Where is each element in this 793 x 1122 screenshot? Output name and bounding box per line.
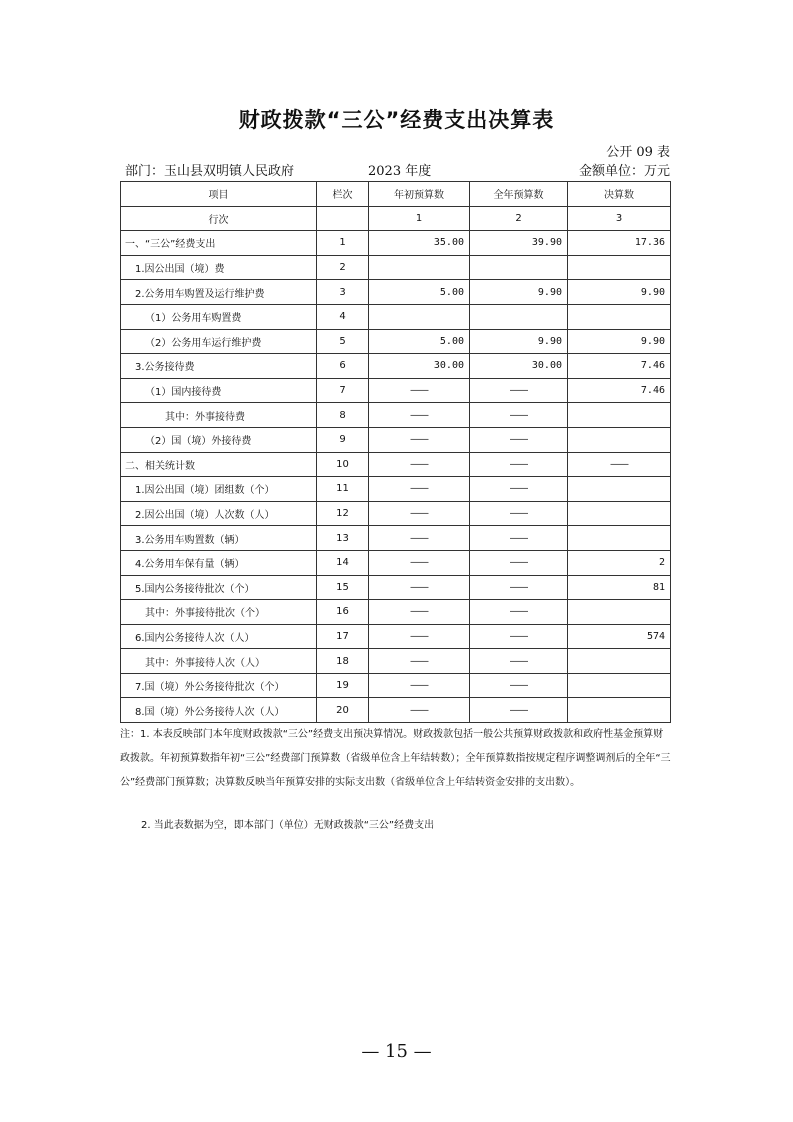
row-index-row [121, 206, 671, 231]
row-column-no: 20 [317, 698, 369, 723]
department-label: 部门：玉山县双明镇人民政府 [125, 164, 295, 179]
row-column-no: 10 [317, 452, 369, 477]
row-column-no: 14 [317, 550, 369, 575]
row-column-no: 9 [317, 427, 369, 452]
row-annual-budget: —— [470, 501, 568, 526]
row-final-account [568, 698, 671, 723]
row-initial-budget: —— [369, 378, 470, 403]
table-row [121, 624, 671, 649]
row-final-account [568, 526, 671, 551]
row-column-no: 8 [317, 403, 369, 428]
row-column-no: 3 [317, 280, 369, 305]
row-annual-budget [470, 255, 568, 280]
row-initial-budget: —— [369, 403, 470, 428]
table-note: 注：1. 本表反映部门本年度财政拨款“三公”经费支出预决算情况。财政拨款包括一般公共预算财政拨款和政府性基金预算财政拨款。年初预算数指年初“三公”经费部门预算数（省级单位含上年结转数）；全年预算数指按规定程序调整调剂后的全年“三公”经费部门预算数；决算数反映当年预算安排的实际支出数（省级单位含上年结转资金安排的支出数）。 [120, 729, 671, 788]
table-row [121, 354, 671, 379]
row-annual-budget: —— [470, 673, 568, 698]
row-annual-budget: —— [470, 477, 568, 502]
row-initial-budget [369, 304, 470, 329]
table-row [121, 649, 671, 674]
row-final-account [568, 673, 671, 698]
row-annual-budget: —— [470, 649, 568, 674]
row-column-no: 19 [317, 673, 369, 698]
row-final-account: 81 [568, 575, 671, 600]
row-initial-budget: —— [369, 600, 470, 625]
row-label: 二、相关统计数 [121, 452, 317, 477]
row-initial-budget: —— [369, 575, 470, 600]
row-column-no: 18 [317, 649, 369, 674]
row-final-account [568, 649, 671, 674]
row-annual-budget: —— [470, 526, 568, 551]
header-item: 项目 [121, 182, 317, 207]
row-label: （2）公务用车运行维护费 [121, 329, 317, 354]
table-row [121, 255, 671, 280]
row-index-col [317, 206, 369, 231]
row-initial-budget: —— [369, 526, 470, 551]
row-initial-budget: 35.00 [369, 231, 470, 256]
table-row [121, 698, 671, 723]
row-final-account: 17.36 [568, 231, 671, 256]
row-final-account: 7.46 [568, 354, 671, 379]
row-initial-budget: —— [369, 649, 470, 674]
row-label: 3.公务接待费 [121, 354, 317, 379]
row-final-account [568, 600, 671, 625]
table-row [121, 280, 671, 305]
row-initial-budget: —— [369, 452, 470, 477]
row-annual-budget: —— [470, 698, 568, 723]
row-annual-budget [470, 304, 568, 329]
table-row [121, 329, 671, 354]
table-row [121, 550, 671, 575]
row-column-no: 17 [317, 624, 369, 649]
row-label: 1.因公出国（境）费 [121, 255, 317, 280]
row-index-b3: 3 [568, 206, 671, 231]
row-final-account: 7.46 [568, 378, 671, 403]
row-column-no: 4 [317, 304, 369, 329]
row-initial-budget: —— [369, 698, 470, 723]
row-label: （2）国（境）外接待费 [121, 427, 317, 452]
row-initial-budget: —— [369, 501, 470, 526]
page-number: — 15 — [361, 1041, 432, 1062]
row-label: 2.因公出国（境）人次数（人） [121, 501, 317, 526]
row-final-account: —— [568, 452, 671, 477]
row-index-label: 行次 [121, 206, 317, 231]
row-annual-budget: —— [470, 575, 568, 600]
header-final-account: 决算数 [568, 182, 671, 207]
table-row [121, 600, 671, 625]
row-column-no: 12 [317, 501, 369, 526]
row-label: 8.国（境）外公务接待人次（人） [121, 698, 317, 723]
row-initial-budget: 5.00 [369, 280, 470, 305]
row-label: 其中：外事接待费 [121, 403, 317, 428]
fiscal-year: 2023 年度 [368, 164, 432, 179]
row-label: 其中：外事接待批次（个） [121, 600, 317, 625]
table-row [121, 231, 671, 256]
row-label: 5.国内公务接待批次（个） [121, 575, 317, 600]
table-note-2: 2. 当此表数据为空，即本部门（单位）无财政拨款“三公”经费支出 [141, 820, 435, 831]
header-annual-budget: 全年预算数 [470, 182, 568, 207]
row-annual-budget: —— [470, 624, 568, 649]
row-label: 1.因公出国（境）团组数（个） [121, 477, 317, 502]
row-initial-budget: —— [369, 624, 470, 649]
row-initial-budget: 5.00 [369, 329, 470, 354]
row-column-no: 11 [317, 477, 369, 502]
table-row [121, 575, 671, 600]
row-index-b2: 2 [470, 206, 568, 231]
form-number: 公开 09 表 [606, 145, 670, 160]
row-final-account [568, 403, 671, 428]
expenditure-table [120, 181, 671, 723]
row-annual-budget: 9.90 [470, 280, 568, 305]
row-label: 2.公务用车购置及运行维护费 [121, 280, 317, 305]
row-initial-budget: —— [369, 477, 470, 502]
row-column-no: 2 [317, 255, 369, 280]
row-column-no: 15 [317, 575, 369, 600]
row-final-account [568, 255, 671, 280]
row-initial-budget: 30.00 [369, 354, 470, 379]
row-final-account: 2 [568, 550, 671, 575]
table-row [121, 403, 671, 428]
row-label: 4.公务用车保有量（辆） [121, 550, 317, 575]
header-column-no: 栏次 [317, 182, 369, 207]
table-row [121, 526, 671, 551]
row-initial-budget [369, 255, 470, 280]
row-annual-budget: 9.90 [470, 329, 568, 354]
table-row [121, 452, 671, 477]
table-row [121, 427, 671, 452]
header-initial-budget: 年初预算数 [369, 182, 470, 207]
row-initial-budget: —— [369, 673, 470, 698]
row-final-account [568, 477, 671, 502]
row-final-account [568, 501, 671, 526]
row-annual-budget: 39.90 [470, 231, 568, 256]
page-title: 财政拨款“三公”经费支出决算表 [238, 108, 555, 132]
row-initial-budget: —— [369, 550, 470, 575]
row-label: 一、“三公”经费支出 [121, 231, 317, 256]
amount-unit: 金额单位：万元 [578, 164, 670, 179]
row-final-account [568, 427, 671, 452]
row-annual-budget: —— [470, 600, 568, 625]
row-column-no: 6 [317, 354, 369, 379]
row-annual-budget: 30.00 [470, 354, 568, 379]
row-annual-budget: —— [470, 403, 568, 428]
row-final-account: 9.90 [568, 280, 671, 305]
row-initial-budget: —— [369, 427, 470, 452]
row-column-no: 13 [317, 526, 369, 551]
table-row [121, 673, 671, 698]
row-column-no: 1 [317, 231, 369, 256]
row-annual-budget: —— [470, 427, 568, 452]
row-annual-budget: —— [470, 452, 568, 477]
row-annual-budget: —— [470, 378, 568, 403]
row-label: 6.国内公务接待人次（人） [121, 624, 317, 649]
row-final-account: 9.90 [568, 329, 671, 354]
row-index-b1: 1 [369, 206, 470, 231]
row-label: 3.公务用车购置数（辆） [121, 526, 317, 551]
row-label: 7.国（境）外公务接待批次（个） [121, 673, 317, 698]
row-column-no: 5 [317, 329, 369, 354]
row-final-account [568, 304, 671, 329]
table-row [121, 378, 671, 403]
row-final-account: 574 [568, 624, 671, 649]
table-row [121, 477, 671, 502]
table-row [121, 501, 671, 526]
row-label: （1）公务用车购置费 [121, 304, 317, 329]
row-annual-budget: —— [470, 550, 568, 575]
row-column-no: 7 [317, 378, 369, 403]
row-label: 其中：外事接待人次（人） [121, 649, 317, 674]
header-row [121, 182, 671, 207]
row-column-no: 16 [317, 600, 369, 625]
table-row [121, 304, 671, 329]
row-label: （1）国内接待费 [121, 378, 317, 403]
